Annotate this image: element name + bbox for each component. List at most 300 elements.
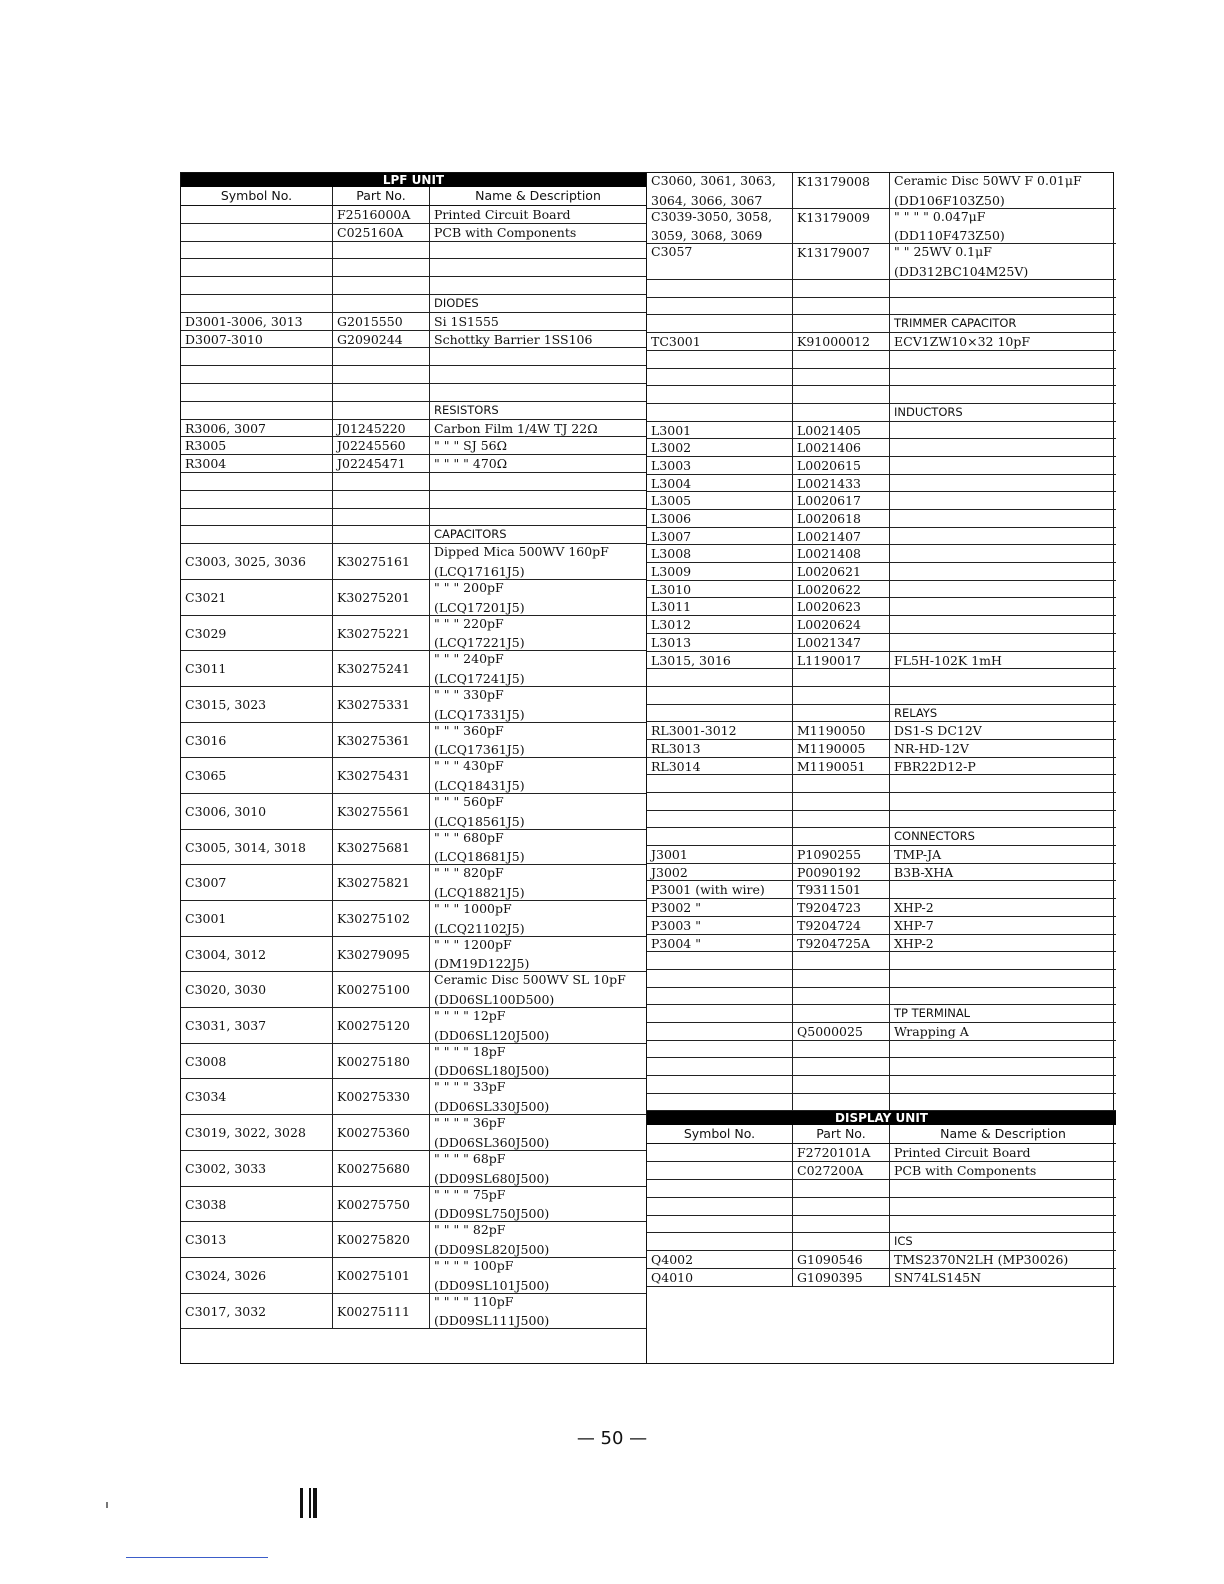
part-no-cell: L1190017 — [793, 652, 890, 669]
scan-marks — [296, 1488, 330, 1518]
description-line: " " " " 82pF — [434, 1222, 506, 1238]
table-row — [647, 1076, 1116, 1094]
part-no-cell: K13179007 — [793, 244, 890, 279]
description-cell: XHP-2 — [894, 935, 934, 951]
table-row — [181, 366, 646, 384]
symbol-no-cell: C3038 — [181, 1187, 333, 1222]
description-line: " " " " 75pF — [434, 1186, 506, 1202]
type-code-line: (DD106F103Z50) — [894, 192, 1005, 208]
type-code-line: (DD06SL180J500) — [434, 1063, 550, 1079]
description-line: Ceramic Disc 50WV F 0.01μF — [894, 173, 1082, 188]
display-column-headers — [647, 1125, 1116, 1144]
description-cell — [430, 651, 646, 686]
description-cell — [430, 544, 646, 579]
part-no-cell — [333, 509, 430, 526]
description-cell — [430, 616, 646, 651]
description-line: " " " 1000pF — [434, 901, 512, 917]
type-code-line: (DD09SL101J500) — [434, 1277, 550, 1293]
description-cell: B3B-XHA — [894, 864, 954, 880]
description-cell — [890, 811, 1116, 828]
table-row — [181, 384, 646, 402]
part-no-cell: L0020623 — [793, 598, 890, 615]
symbol-no-cell — [647, 404, 793, 421]
type-code-line: (LCQ17221J5) — [434, 635, 525, 651]
part-no-cell — [793, 1216, 890, 1233]
part-no-cell: K30275221 — [333, 616, 430, 651]
part-no-cell: K30275561 — [333, 794, 430, 829]
capacitor-row — [181, 1044, 646, 1080]
symbol-no-cell — [647, 244, 793, 279]
part-no-cell: J02245560 — [333, 437, 430, 454]
part-no-cell: J01245220 — [333, 420, 430, 437]
symbol-no-cell: C3003, 3025, 3036 — [181, 544, 333, 579]
symbol-no-cell — [647, 1233, 793, 1250]
description-cell — [890, 528, 1116, 545]
symbol-no-cell: C3015, 3023 — [181, 687, 333, 722]
part-no-cell: K91000012 — [793, 333, 890, 350]
description-cell — [890, 369, 1116, 386]
type-code-line: (DD09SL680J500) — [434, 1170, 550, 1186]
table-row — [647, 740, 1116, 758]
description-cell — [890, 1076, 1116, 1093]
part-no-cell: K00275360 — [333, 1115, 430, 1150]
description-cell — [890, 386, 1116, 403]
symbol-no-cell — [647, 1076, 793, 1093]
part-no-cell — [793, 351, 890, 368]
table-row — [647, 634, 1116, 652]
symbol-no-cell: C3020, 3030 — [181, 972, 333, 1007]
part-no-cell: Q5000025 — [793, 1023, 890, 1040]
symbol-no-cell — [647, 1216, 793, 1233]
table-row — [647, 1041, 1116, 1059]
table-row — [647, 952, 1116, 970]
description-cell — [430, 830, 646, 865]
description-cell — [430, 473, 646, 490]
table-row — [647, 1058, 1116, 1076]
description-cell: CONNECTORS — [894, 829, 975, 844]
right-rows — [647, 280, 1116, 1111]
description-cell: " " " " 470Ω — [434, 456, 508, 472]
symbol-no-cell — [647, 952, 793, 969]
table-row — [181, 509, 646, 527]
description-cell — [890, 881, 1116, 898]
table-row — [647, 935, 1116, 953]
symbol-no-cell: L3002 — [647, 439, 793, 456]
symbol-no-cell: R3005 — [181, 437, 333, 454]
part-no-cell: K00275101 — [333, 1258, 430, 1293]
symbol-no-cell: C3005, 3014, 3018 — [181, 830, 333, 865]
part-no-cell — [793, 988, 890, 1005]
table-row — [647, 298, 1116, 316]
description-cell — [890, 669, 1116, 686]
display-rows — [647, 1144, 1116, 1286]
type-code-line: (DD09SL111J500) — [434, 1313, 550, 1329]
part-no-cell — [793, 280, 890, 297]
description-cell — [890, 298, 1116, 315]
description-cell — [890, 775, 1116, 792]
capacitor-row — [181, 1187, 646, 1223]
part-no-cell: K00275330 — [333, 1079, 430, 1114]
description-line: " " " 240pF — [434, 651, 504, 667]
capacitor-row — [181, 1294, 646, 1330]
part-no-cell — [793, 970, 890, 987]
section-heading-row — [647, 828, 1116, 846]
table-row — [647, 722, 1116, 740]
table-row — [181, 277, 646, 295]
description-cell — [890, 988, 1116, 1005]
table-row — [647, 758, 1116, 776]
description-cell — [890, 439, 1116, 456]
part-no-cell: T9311501 — [793, 881, 890, 898]
symbol-no-cell: C3001 — [181, 901, 333, 936]
description-cell: FBR22D12-P — [894, 758, 976, 774]
symbol-no-cell — [181, 277, 333, 294]
part-no-cell — [793, 298, 890, 315]
part-no-cell — [793, 1058, 890, 1075]
symbol-no-cell: L3009 — [647, 563, 793, 580]
header-name-description: Name & Description — [940, 1126, 1066, 1142]
symbol-no-cell: C3016 — [181, 723, 333, 758]
header-part-no: Part No. — [333, 187, 430, 205]
section-heading-row — [647, 1005, 1116, 1023]
description-cell — [890, 1198, 1116, 1215]
description-line: " " " " 0.047μF — [894, 208, 986, 224]
capacitor-row — [181, 723, 646, 759]
table-row — [647, 280, 1116, 298]
symbol-no-cell: L3008 — [647, 545, 793, 562]
description-cell — [890, 581, 1116, 598]
description-cell — [890, 351, 1116, 368]
description-cell: Wrapping A — [894, 1023, 969, 1039]
part-no-cell: M1190051 — [793, 758, 890, 775]
description-line: " " " " 110pF — [434, 1293, 514, 1309]
symbol-no-cell — [647, 1180, 793, 1197]
symbol-line: C3060, 3061, 3063, — [651, 173, 776, 188]
table-row — [181, 437, 646, 455]
table-row — [647, 669, 1116, 687]
description-cell — [430, 937, 646, 972]
part-no-cell: P1090255 — [793, 846, 890, 863]
description-cell — [430, 1115, 646, 1150]
description-cell: CAPACITORS — [434, 527, 507, 542]
part-no-cell — [793, 315, 890, 332]
table-row — [647, 510, 1116, 528]
symbol-no-cell — [181, 366, 333, 383]
section-heading-row — [647, 1233, 1116, 1251]
description-cell — [430, 1151, 646, 1186]
symbol-no-cell: C3013 — [181, 1222, 333, 1257]
header-symbol-no: Symbol No. — [647, 1125, 793, 1143]
table-row — [647, 545, 1116, 563]
part-no-cell: K30275331 — [333, 687, 430, 722]
description-cell: TMP-JA — [894, 847, 942, 863]
description-cell: PCB with Components — [434, 224, 577, 240]
part-no-cell — [333, 259, 430, 276]
description-cell — [890, 616, 1116, 633]
part-no-cell — [793, 828, 890, 845]
description-cell: " " " SJ 56Ω — [434, 438, 507, 454]
type-code-line: (LCQ18821J5) — [434, 885, 525, 901]
description-cell — [890, 475, 1116, 492]
section-heading-row — [181, 402, 646, 420]
description-cell — [430, 1222, 646, 1257]
symbol-no-cell: C3011 — [181, 651, 333, 686]
type-code-line: (DD06SL100D500) — [434, 992, 555, 1008]
part-no-cell: K00275111 — [333, 1294, 430, 1329]
description-cell — [430, 1258, 646, 1293]
symbol-no-cell: L3015, 3016 — [647, 652, 793, 669]
symbol-no-cell: C3008 — [181, 1044, 333, 1079]
table-row — [647, 687, 1116, 705]
description-line: " " " 560pF — [434, 793, 504, 809]
symbol-no-cell: P3002 " — [647, 899, 793, 916]
description-cell — [430, 277, 646, 294]
symbol-no-cell: L3011 — [647, 598, 793, 615]
part-no-cell: G2090244 — [333, 331, 430, 348]
type-code-line: (DD110F473Z50) — [894, 228, 1005, 244]
description-cell — [890, 563, 1116, 580]
description-cell: NR-HD-12V — [894, 740, 969, 756]
symbol-no-cell — [181, 206, 333, 223]
part-no-cell — [333, 402, 430, 419]
part-no-cell — [333, 366, 430, 383]
part-no-cell: F2516000A — [333, 206, 430, 223]
header-symbol-no: Symbol No. — [181, 187, 333, 205]
description-line: " " " " 36pF — [434, 1115, 506, 1131]
part-no-cell — [333, 526, 430, 543]
symbol-no-cell — [647, 775, 793, 792]
part-no-cell — [793, 669, 890, 686]
table-row — [647, 616, 1116, 634]
description-cell — [430, 901, 646, 936]
symbol-no-cell — [647, 970, 793, 987]
description-line: Dipped Mica 500WV 160pF — [434, 544, 609, 560]
table-row — [181, 473, 646, 491]
description-cell — [890, 1041, 1116, 1058]
description-cell — [430, 687, 646, 722]
capacitor-row — [181, 616, 646, 652]
symbol-no-cell: C3002, 3033 — [181, 1151, 333, 1186]
description-cell — [890, 457, 1116, 474]
symbol-no-cell — [647, 793, 793, 810]
description-cell — [890, 280, 1116, 297]
capacitor-row — [181, 1008, 646, 1044]
capacitor-row — [181, 830, 646, 866]
lpf-capacitor-rows — [181, 544, 646, 1329]
table-row — [647, 1094, 1116, 1112]
description-cell: PCB with Components — [894, 1163, 1037, 1179]
part-no-cell: L0020617 — [793, 492, 890, 509]
table-row — [181, 242, 646, 260]
description-cell — [890, 687, 1116, 704]
part-no-cell: L0021433 — [793, 475, 890, 492]
table-row — [647, 1216, 1116, 1234]
display-unit-title: DISPLAY UNIT — [647, 1111, 1116, 1125]
symbol-no-cell: R3004 — [181, 455, 333, 472]
symbol-no-cell — [181, 295, 333, 312]
description-cell: FL5H-102K 1mH — [894, 652, 1002, 668]
description-cell — [430, 865, 646, 900]
symbol-no-cell — [647, 173, 793, 208]
part-no-cell — [793, 687, 890, 704]
symbol-no-cell — [647, 209, 793, 244]
capacitor-row — [181, 1115, 646, 1151]
description-cell: Printed Circuit Board — [434, 207, 571, 222]
description-cell — [430, 384, 646, 401]
description-cell — [430, 242, 646, 259]
description-line: " " " 680pF — [434, 829, 504, 845]
description-cell — [430, 1044, 646, 1079]
table-row — [647, 563, 1116, 581]
symbol-no-cell: L3013 — [647, 634, 793, 651]
description-cell: INDUCTORS — [894, 404, 963, 419]
symbol-no-cell: RL3014 — [647, 758, 793, 775]
table-row — [181, 348, 646, 366]
symbol-no-cell — [647, 828, 793, 845]
scan-dot — [106, 1502, 108, 1508]
part-no-cell: G2015550 — [333, 313, 430, 330]
table-row — [181, 206, 646, 224]
type-code-line: (LCQ17361J5) — [434, 742, 525, 758]
section-heading-row — [647, 404, 1116, 422]
table-row — [181, 455, 646, 473]
description-cell — [890, 1216, 1116, 1233]
symbol-no-cell: C3006, 3010 — [181, 794, 333, 829]
description-cell — [430, 348, 646, 365]
part-no-cell: K30275241 — [333, 651, 430, 686]
capacitor-row — [181, 544, 646, 580]
description-line: " " " 200pF — [434, 579, 504, 595]
table-row — [647, 422, 1116, 440]
part-no-cell: K00275680 — [333, 1151, 430, 1186]
symbol-no-cell: P3001 (with wire) — [647, 881, 793, 898]
description-cell — [430, 259, 646, 276]
description-cell: TP TERMINAL — [894, 1006, 971, 1021]
symbol-no-cell — [181, 242, 333, 259]
type-code-line: (DD06SL360J500) — [434, 1134, 550, 1150]
part-no-cell: C027200A — [793, 1162, 890, 1179]
description-cell — [430, 1008, 646, 1043]
part-no-cell: G1090546 — [793, 1251, 890, 1268]
symbol-no-cell: C3024, 3026 — [181, 1258, 333, 1293]
symbol-no-cell — [181, 509, 333, 526]
description-cell: DIODES — [434, 295, 479, 310]
table-row — [647, 492, 1116, 510]
part-no-cell: L0021405 — [793, 422, 890, 439]
symbol-no-cell: L3010 — [647, 581, 793, 598]
table-row — [647, 1198, 1116, 1216]
part-no-cell: K30275361 — [333, 723, 430, 758]
table-row — [647, 846, 1116, 864]
description-cell: ICS — [894, 1234, 913, 1249]
part-no-cell — [793, 1005, 890, 1022]
table-row — [647, 475, 1116, 493]
symbol-no-cell — [647, 1198, 793, 1215]
symbol-no-cell — [647, 1023, 793, 1040]
description-cell — [890, 173, 1116, 208]
part-no-cell: K30275681 — [333, 830, 430, 865]
part-no-cell — [793, 1180, 890, 1197]
description-cell — [430, 758, 646, 793]
symbol-no-cell: L3001 — [647, 422, 793, 439]
symbol-no-cell: D3001-3006, 3013 — [181, 313, 333, 330]
part-no-cell: K00275820 — [333, 1222, 430, 1257]
capacitor-row — [181, 937, 646, 973]
part-no-cell — [333, 277, 430, 294]
part-no-cell: K13179009 — [793, 209, 890, 244]
part-no-cell: L0020622 — [793, 581, 890, 598]
symbol-no-cell: TC3001 — [647, 333, 793, 350]
symbol-no-cell — [647, 669, 793, 686]
description-cell — [430, 1079, 646, 1114]
description-cell — [890, 510, 1116, 527]
symbol-no-cell — [647, 280, 793, 297]
footer-rule — [126, 1557, 268, 1558]
header-part-no: Part No. — [793, 1125, 890, 1143]
symbol-no-cell: L3007 — [647, 528, 793, 545]
type-code-line: (LCQ18431J5) — [434, 777, 525, 793]
symbol-no-cell — [647, 369, 793, 386]
description-line: " " " 1200pF — [434, 936, 512, 952]
table-row — [647, 333, 1116, 351]
description-cell — [890, 244, 1116, 279]
description-cell — [890, 634, 1116, 651]
symbol-no-cell — [181, 491, 333, 508]
symbol-no-cell: L3012 — [647, 616, 793, 633]
part-no-cell: L0020618 — [793, 510, 890, 527]
symbol-no-cell — [647, 1144, 793, 1161]
part-no-cell: K00275100 — [333, 972, 430, 1007]
section-heading-row — [181, 295, 646, 313]
description-cell — [430, 723, 646, 758]
description-cell: XHP-2 — [894, 900, 934, 916]
description-line: " " " 360pF — [434, 722, 504, 738]
section-heading-row — [647, 705, 1116, 723]
symbol-no-cell: D3007-3010 — [181, 331, 333, 348]
part-no-cell: T9204724 — [793, 917, 890, 934]
symbol-no-cell: RL3001-3012 — [647, 722, 793, 739]
description-cell — [430, 509, 646, 526]
table-row — [647, 598, 1116, 616]
description-line: " " " " 12pF — [434, 1008, 506, 1024]
part-no-cell: K30275431 — [333, 758, 430, 793]
type-code-line: (LCQ18681J5) — [434, 849, 525, 865]
type-code-line: (LCQ17201J5) — [434, 599, 525, 615]
part-no-cell — [793, 811, 890, 828]
description-cell — [890, 209, 1116, 244]
part-no-cell — [793, 1233, 890, 1250]
symbol-no-cell — [647, 811, 793, 828]
part-no-cell — [793, 793, 890, 810]
symbol-line: 3059, 3068, 3069 — [651, 228, 763, 244]
part-no-cell: L0021406 — [793, 439, 890, 456]
capacitor-row — [181, 1258, 646, 1294]
symbol-line: C3057 — [651, 244, 693, 260]
right-column-section — [647, 173, 1116, 1363]
description-line: " " " " 100pF — [434, 1257, 514, 1273]
symbol-no-cell: L3003 — [647, 457, 793, 474]
description-line: " " " " 68pF — [434, 1150, 506, 1166]
table-row — [647, 369, 1116, 387]
capacitor-row — [181, 1222, 646, 1258]
part-no-cell: K00275750 — [333, 1187, 430, 1222]
symbol-no-cell — [647, 1162, 793, 1179]
symbol-no-cell — [181, 402, 333, 419]
description-cell — [430, 1187, 646, 1222]
section-heading-row — [181, 526, 646, 544]
symbol-no-cell: L3005 — [647, 492, 793, 509]
part-no-cell: K30275821 — [333, 865, 430, 900]
